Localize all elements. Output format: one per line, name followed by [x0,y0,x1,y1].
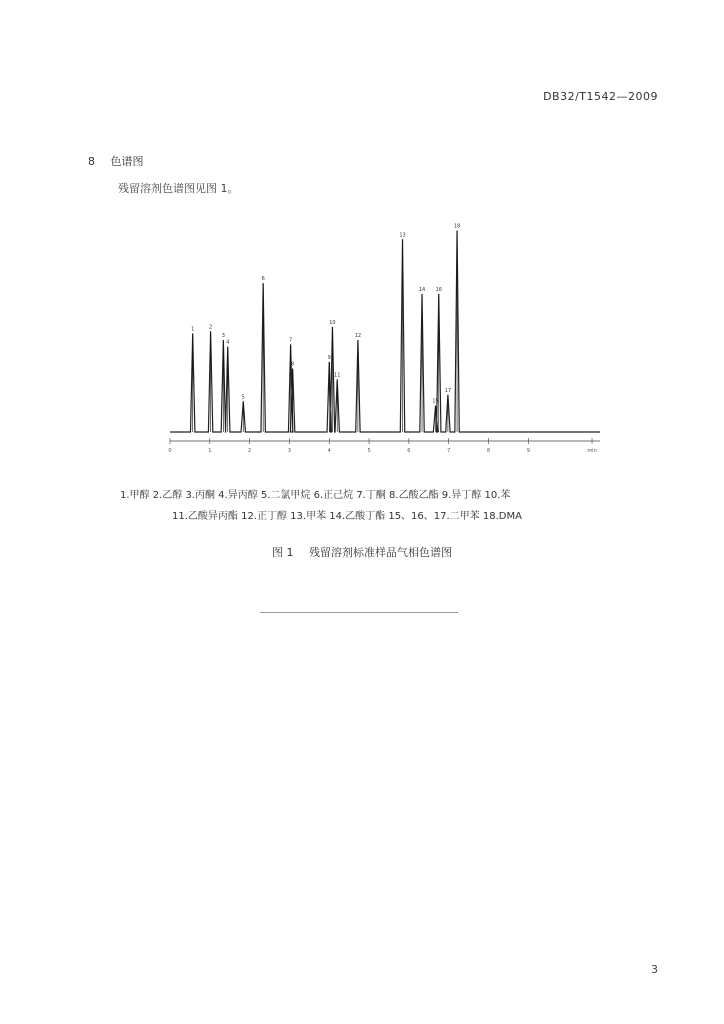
peak-label-6: 6 [261,276,265,283]
peak-label-3: 3 [221,333,225,340]
x-tick-label: 1 [208,448,212,454]
x-tick-label: 9 [526,448,530,454]
figure-caption-text: 残留溶剂标准样品气相色谱图 [309,546,452,559]
peak-label-14: 14 [418,287,426,294]
peak-label-1: 1 [191,326,195,333]
section-heading [88,153,144,169]
x-tick-label: 2 [248,448,252,454]
peak-label-16: 16 [435,287,442,294]
peak-label-13: 13 [399,232,406,239]
legend-line-1: 1.甲醇 2.乙醇 3.丙酮 4.异丙醇 5.二氯甲烷 6.正己烷 7.丁酮 8.乙酸乙酯 9.异丁醇 10.苯 [120,490,511,501]
chart-axis [168,438,600,454]
x-tick-label: 3 [287,448,292,454]
chart-peaks [170,231,600,432]
peak-label-18: 18 [453,223,461,230]
figure-caption [0,544,724,560]
section-number: 8 [88,155,95,168]
chart-peak-labels [191,224,460,405]
peak-label-10: 10 [329,319,336,326]
section-title: 色谱图 [110,155,144,168]
peak-label-9: 9 [327,354,331,361]
peak-label-5: 5 [241,394,245,401]
legend-line-2: 11.乙酸异丙酯 12.正丁醇 13.甲苯 14.乙酸丁酯 15、16、17.二甲苯 18.DMA [172,511,522,522]
peak-label-4: 4 [226,339,230,346]
x-tick-label: 0 [168,448,172,454]
peak-label-12: 12 [354,333,362,340]
page-number: 3 [651,963,658,976]
x-tick-label: 7 [447,448,451,454]
chromatogram-trace [170,231,600,432]
x-tick-label: 4 [327,448,331,454]
x-tick-label: 8 [486,448,491,454]
standard-code: DB32/T1542—2009 [543,90,658,103]
chromatogram-chart [160,205,610,455]
peak-label-2: 2 [209,324,213,331]
peak-label-7: 7 [289,337,293,344]
figure-label: 图 1 [272,546,294,559]
peak-label-17: 17 [444,387,452,394]
x-tick-label: min [587,448,597,454]
peak-label-8: 8 [291,361,295,368]
peak-label-15: 15 [432,398,439,405]
x-tick-label: 5 [367,448,371,454]
intro-paragraph: 残留溶剂色谱图见图 1。 [118,182,239,195]
end-rule [260,612,458,613]
x-tick-label: 6 [407,448,411,454]
peak-label-11: 11 [334,372,341,379]
